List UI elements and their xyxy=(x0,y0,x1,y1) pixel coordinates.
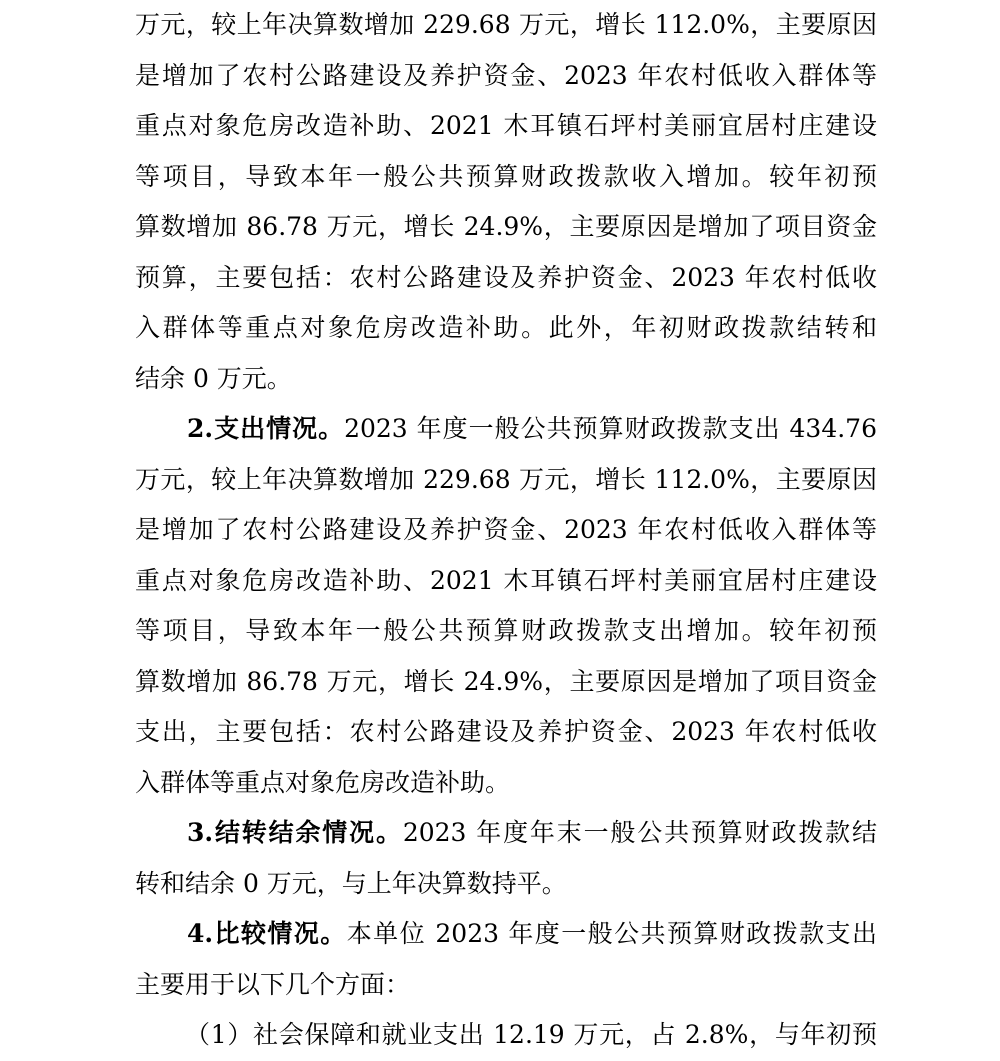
section-heading: 2.支出情况。 xyxy=(187,414,345,443)
text-line: 重点对象危房改造补助、2021 木耳镇石坪村美丽宜居村庄建设 xyxy=(135,111,877,140)
text-line: 重点对象危房改造补助、2021 木耳镇石坪村美丽宜居村庄建设 xyxy=(135,565,877,595)
text-line: 预算，主要包括：农村公路建设及养护资金、2023 年农村低收 xyxy=(135,262,877,292)
text-line: 等项目，导致本年一般公共预算财政拨款支出增加。较年初预 xyxy=(135,616,877,645)
text-run: 2023 年度一般公共预算财政拨款支出 434.76 xyxy=(344,414,877,443)
text-line: 等项目，导致本年一般公共预算财政拨款收入增加。较年初预 xyxy=(135,161,877,191)
text-line xyxy=(135,404,877,455)
text-line: 支出，主要包括：农村公路建设及养护资金、2023 年农村低收 xyxy=(135,717,877,746)
text-line: 是增加了农村公路建设及养护资金、2023 年农村低收入群体等 xyxy=(135,60,877,90)
section-heading: 3.结转结余情况。 xyxy=(187,818,403,847)
text-line: 算数增加 86.78 万元，增长 24.9%，主要原因是增加了项目资金 xyxy=(135,666,877,696)
text-line: 入群体等重点对象危房改造补助。此外，年初财政拨款结转和 xyxy=(135,313,877,342)
text-run: 2023 年度年末一般公共预算财政拨款结 xyxy=(402,818,877,847)
paragraph-expenditure xyxy=(135,404,877,808)
text-line: 转和结余 0 万元，与上年决算数持平。 xyxy=(135,868,567,898)
text-line: 入群体等重点对象危房改造补助。 xyxy=(135,767,511,797)
text-line: 万元，较上年决算数增加 229.68 万元，增长 112.0%，主要原因 xyxy=(135,464,877,494)
paragraph-carryover xyxy=(135,808,877,909)
text-line: 是增加了农村公路建设及养护资金、2023 年农村低收入群体等 xyxy=(135,515,877,544)
document-page xyxy=(135,0,877,1061)
text-line xyxy=(135,808,877,859)
text-line: 主要用于以下几个方面： xyxy=(135,969,411,999)
text-run: 本单位 2023 年度一般公共预算财政拨款支出 xyxy=(346,919,877,948)
text-line: 算数增加 86.78 万元，增长 24.9%，主要原因是增加了项目资金 xyxy=(135,212,877,241)
list-item xyxy=(135,1010,877,1061)
text-line: （1）社会保障和就业支出 12.19 万元，占 2.8%，与年初预 xyxy=(185,1020,877,1049)
section-heading: 4.比较情况。 xyxy=(187,919,347,948)
text-line xyxy=(135,909,877,960)
text-line: 万元，较上年决算数增加 229.68 万元，增长 112.0%，主要原因 xyxy=(135,10,877,39)
paragraph-income-continuation xyxy=(135,0,877,404)
paragraph-comparison xyxy=(135,909,877,1010)
text-line: 结余 0 万元。 xyxy=(135,363,292,393)
